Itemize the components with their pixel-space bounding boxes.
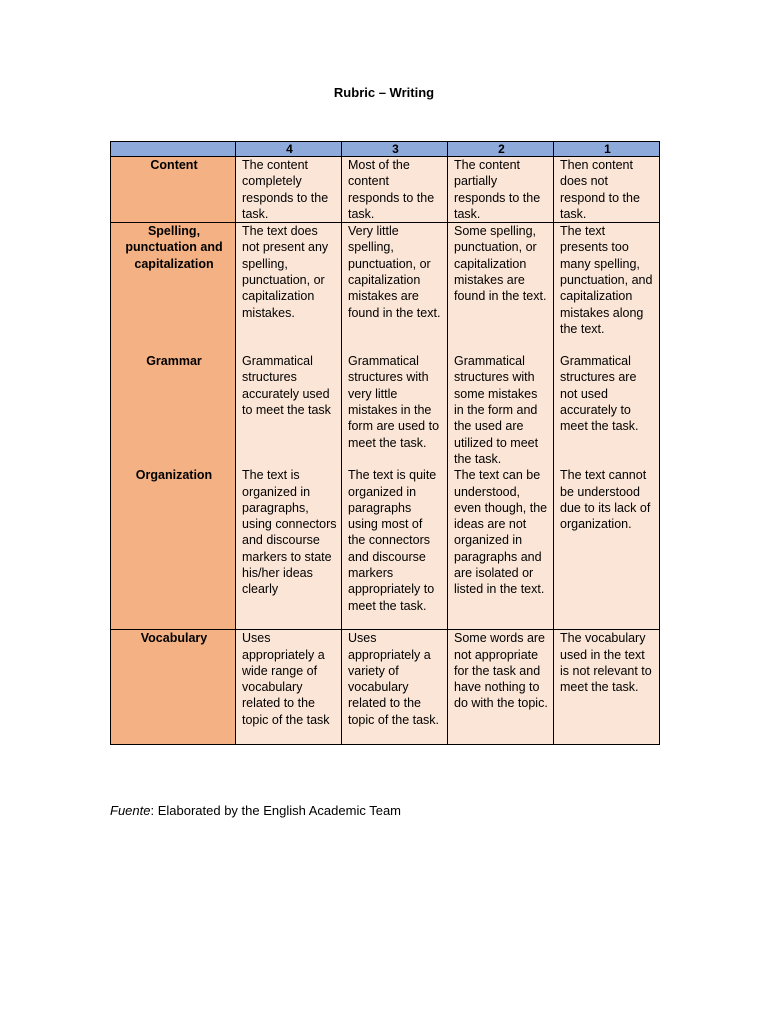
table-cell: Some spelling, punctuation, or capitalization mistakes are found in the text. <box>448 223 554 354</box>
table-cell: The vocabulary used in the text is not relevant to meet the task. <box>554 630 660 745</box>
criterion-label: Grammar <box>111 353 236 467</box>
table-cell: Some words are not appropriate for the task and have nothing to do with the topic. <box>448 630 554 745</box>
table-cell: Grammatical structures accurately used to meet the task <box>236 353 342 467</box>
table-cell: The text is quite organized in paragraphs using most of the connectors and discourse markers appropriately to meet the task. <box>342 467 448 630</box>
header-score-2: 2 <box>448 142 554 157</box>
criterion-label: Vocabulary <box>111 630 236 745</box>
table-cell: Then content does not respond to the task. <box>554 157 660 223</box>
source-text: : Elaborated by the English Academic Team <box>150 803 402 818</box>
table-cell: Grammatical structures with some mistakes in the form and the used are utilized to meet the task. <box>448 353 554 467</box>
source-note <box>110 803 401 818</box>
table-cell: The text presents too many spelling, punctuation, and capitalization mistakes along the text. <box>554 223 660 354</box>
table-row <box>111 630 660 745</box>
table-cell: The text can be understood, even though, the ideas are not organized in paragraphs and are isolated or listed in the text. <box>448 467 554 630</box>
document-title: Rubric – Writing <box>333 85 435 100</box>
rubric-table <box>110 141 660 745</box>
header-row <box>111 142 660 157</box>
table-row <box>111 157 660 223</box>
table-cell: Uses appropriately a wide range of vocabulary related to the topic of the task <box>236 630 342 745</box>
table-cell: Grammatical structures with very little mistakes in the form are used to meet the task. <box>342 353 448 467</box>
table-cell: The text cannot be understood due to its lack of organization. <box>554 467 660 630</box>
table-cell: Most of the content responds to the task. <box>342 157 448 223</box>
table-cell: Grammatical structures are not used accurately to meet the task. <box>554 353 660 467</box>
header-score-4: 4 <box>236 142 342 157</box>
table-cell: Very little spelling, punctuation, or capitalization mistakes are found in the text. <box>342 223 448 354</box>
table-row <box>111 467 660 630</box>
header-score-3: 3 <box>342 142 448 157</box>
criterion-label: Organization <box>111 467 236 630</box>
criterion-label: Content <box>111 157 236 223</box>
table-cell: The text is organized in paragraphs, using connectors and discourse markers to state his/her ideas clearly <box>236 467 342 630</box>
source-label: Fuente <box>110 803 151 818</box>
table-cell: The content partially responds to the task. <box>448 157 554 223</box>
criterion-label: Spelling, punctuation and capitalization <box>111 223 236 354</box>
table-row <box>111 223 660 354</box>
table-cell: Uses appropriately a variety of vocabulary related to the topic of the task. <box>342 630 448 745</box>
table-row <box>111 353 660 467</box>
table-cell: The text does not present any spelling, punctuation, or capitalization mistakes. <box>236 223 342 354</box>
table-cell: The content completely responds to the task. <box>236 157 342 223</box>
header-corner <box>111 142 236 157</box>
header-score-1: 1 <box>554 142 660 157</box>
